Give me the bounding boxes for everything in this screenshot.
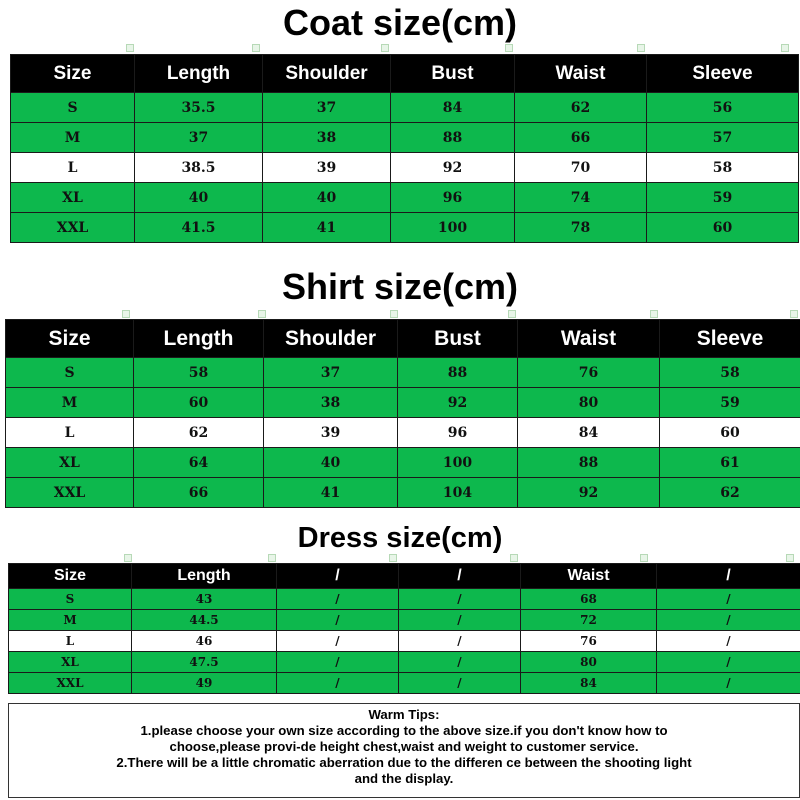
header-cell-sleeve: Sleeve (660, 320, 800, 358)
table-cell: 70 (515, 153, 647, 183)
table-cell: 57 (647, 123, 799, 153)
dress-size-table (8, 563, 800, 694)
header-cell-waist: Waist (521, 564, 657, 589)
table-cell: / (277, 652, 399, 673)
table-cell: 35.5 (135, 93, 263, 123)
table-cell: 58 (134, 358, 264, 388)
dropdown-marker-icon (124, 554, 132, 562)
dropdown-marker-icon (786, 554, 794, 562)
table-cell: 100 (391, 213, 515, 243)
table-cell: 58 (647, 153, 799, 183)
shirt-size-title: Shirt size(cm) (281, 266, 519, 307)
dropdown-marker-icon (122, 310, 130, 318)
header-cell-length: Length (132, 564, 277, 589)
header-cell-size: Size (9, 564, 132, 589)
table-cell: L (11, 153, 135, 183)
table-cell: 38.5 (135, 153, 263, 183)
dropdown-marker-icon (126, 44, 134, 52)
header-cell-bust: Bust (391, 55, 515, 93)
table-row (6, 388, 800, 418)
table-cell: 46 (132, 631, 277, 652)
cell-marker-row (0, 44, 800, 54)
table-cell: 84 (518, 418, 660, 448)
table-cell: 37 (263, 93, 391, 123)
table-cell: XXL (9, 673, 132, 694)
table-cell: XL (6, 448, 134, 478)
warm-tips-line: 1.please choose your own size according to the above size.if you don't know how to (140, 723, 668, 738)
table-row (9, 652, 800, 673)
header-cell-blank: / (277, 564, 399, 589)
table-row (9, 610, 800, 631)
table-cell: 84 (391, 93, 515, 123)
warm-tips-heading: Warm Tips: (368, 707, 440, 722)
table-cell: 62 (134, 418, 264, 448)
table-cell: / (657, 673, 800, 694)
table-cell: / (399, 652, 521, 673)
table-cell: / (277, 673, 399, 694)
table-cell: / (657, 652, 800, 673)
table-cell: S (6, 358, 134, 388)
table-cell: 92 (518, 478, 660, 508)
header-cell-waist: Waist (515, 55, 647, 93)
table-cell: 37 (264, 358, 398, 388)
table-cell: 84 (521, 673, 657, 694)
table-cell: 76 (521, 631, 657, 652)
table-cell: 80 (518, 388, 660, 418)
table-cell: 41 (264, 478, 398, 508)
table-cell: M (9, 610, 132, 631)
table-cell: 40 (263, 183, 391, 213)
dropdown-marker-icon (258, 310, 266, 318)
dropdown-marker-icon (390, 310, 398, 318)
table-cell: 49 (132, 673, 277, 694)
header-cell-blank: / (399, 564, 521, 589)
table-cell: 96 (391, 183, 515, 213)
warm-tips-line: 2.There will be a little chromatic aberration due to the differen ce between the shooting light (116, 755, 692, 770)
header-cell-length: Length (135, 55, 263, 93)
table-cell: 62 (660, 478, 800, 508)
dropdown-marker-icon (508, 310, 516, 318)
table-cell: / (399, 589, 521, 610)
header-cell-size: Size (11, 55, 135, 93)
table-cell: M (6, 388, 134, 418)
table-cell: 62 (515, 93, 647, 123)
dropdown-marker-icon (637, 44, 645, 52)
table-cell: 68 (521, 589, 657, 610)
table-cell: M (11, 123, 135, 153)
table-cell: / (657, 610, 800, 631)
table-cell: XL (11, 183, 135, 213)
table-cell: 88 (518, 448, 660, 478)
header-cell-size: Size (6, 320, 134, 358)
table-cell: / (277, 610, 399, 631)
warm-tips-line: choose,please provi-de height chest,waist and weight to customer service. (169, 739, 639, 754)
table-cell: 88 (398, 358, 518, 388)
table-row (9, 673, 800, 694)
table-cell: 41.5 (135, 213, 263, 243)
table-cell: 78 (515, 213, 647, 243)
table-cell: L (6, 418, 134, 448)
table-cell: / (277, 631, 399, 652)
table-cell: 92 (391, 153, 515, 183)
table-row (6, 478, 800, 508)
header-cell-shoulder: Shoulder (264, 320, 398, 358)
table-cell: / (277, 589, 399, 610)
header-cell-waist: Waist (518, 320, 660, 358)
table-cell: / (399, 610, 521, 631)
table-cell: 47.5 (132, 652, 277, 673)
table-cell: 38 (264, 388, 398, 418)
table-header-row (6, 320, 800, 358)
shirt-size-table (5, 319, 800, 508)
header-cell-bust: Bust (398, 320, 518, 358)
table-cell: XXL (11, 213, 135, 243)
table-row (6, 418, 800, 448)
dropdown-marker-icon (650, 310, 658, 318)
table-cell: / (657, 589, 800, 610)
table-cell: 60 (134, 388, 264, 418)
table-cell: L (9, 631, 132, 652)
table-header-row (11, 55, 799, 93)
table-cell: 58 (660, 358, 800, 388)
table-cell: 61 (660, 448, 800, 478)
table-cell: 41 (263, 213, 391, 243)
dropdown-marker-icon (381, 44, 389, 52)
table-cell: 37 (135, 123, 263, 153)
table-cell: 100 (398, 448, 518, 478)
table-cell: 40 (264, 448, 398, 478)
table-header-row (9, 564, 800, 589)
dropdown-marker-icon (268, 554, 276, 562)
table-cell: 92 (398, 388, 518, 418)
table-cell: / (399, 673, 521, 694)
dropdown-marker-icon (781, 44, 789, 52)
table-cell: 104 (398, 478, 518, 508)
table-row (9, 631, 800, 652)
table-cell: / (399, 631, 521, 652)
table-cell: XL (9, 652, 132, 673)
table-cell: 60 (647, 213, 799, 243)
header-cell-sleeve: Sleeve (647, 55, 799, 93)
dress-size-title: Dress size(cm) (297, 522, 503, 554)
table-cell: 80 (521, 652, 657, 673)
table-row (11, 213, 799, 243)
table-cell: 74 (515, 183, 647, 213)
table-cell: 44.5 (132, 610, 277, 631)
table-cell: 59 (647, 183, 799, 213)
warm-tips-line: and the display. (354, 771, 454, 786)
dropdown-marker-icon (790, 310, 798, 318)
table-cell: 66 (134, 478, 264, 508)
table-row (11, 123, 799, 153)
table-row (6, 358, 800, 388)
table-row (11, 153, 799, 183)
table-cell: 38 (263, 123, 391, 153)
table-row (11, 93, 799, 123)
table-cell: 56 (647, 93, 799, 123)
header-cell-blank: / (657, 564, 800, 589)
table-cell: 39 (263, 153, 391, 183)
table-cell: 66 (515, 123, 647, 153)
table-cell: 72 (521, 610, 657, 631)
table-row (11, 183, 799, 213)
dropdown-marker-icon (389, 554, 397, 562)
table-cell: S (11, 93, 135, 123)
table-cell: 76 (518, 358, 660, 388)
table-cell: 40 (135, 183, 263, 213)
table-cell: 59 (660, 388, 800, 418)
dropdown-marker-icon (252, 44, 260, 52)
table-cell: / (657, 631, 800, 652)
table-cell: 88 (391, 123, 515, 153)
table-cell: 64 (134, 448, 264, 478)
table-cell: 60 (660, 418, 800, 448)
table-cell: 43 (132, 589, 277, 610)
dropdown-marker-icon (510, 554, 518, 562)
table-cell: 39 (264, 418, 398, 448)
table-row (9, 589, 800, 610)
table-row (6, 448, 800, 478)
header-cell-length: Length (134, 320, 264, 358)
warm-tips-box (8, 703, 800, 798)
header-cell-shoulder: Shoulder (263, 55, 391, 93)
dropdown-marker-icon (640, 554, 648, 562)
table-cell: 96 (398, 418, 518, 448)
coat-size-title: Coat size(cm) (282, 2, 518, 43)
table-cell: S (9, 589, 132, 610)
coat-size-table (10, 54, 799, 243)
table-cell: XXL (6, 478, 134, 508)
dropdown-marker-icon (505, 44, 513, 52)
